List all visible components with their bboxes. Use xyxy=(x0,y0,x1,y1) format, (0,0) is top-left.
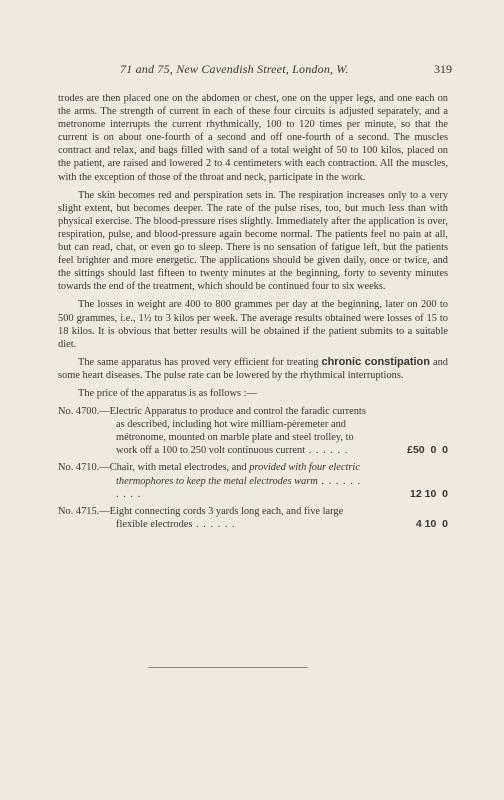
item-price: £50 0 0 xyxy=(407,444,448,457)
item-text: —Chair, with metal electrodes, and xyxy=(99,462,247,474)
paragraph-1: trodes are then placed one on the abdomen or chest, one on the upper legs, and one each on the arms. The strength of current in each of these four circuits is adjusted separately, and a metronome interrupts the current rhythmically, 100 to 120 times per minute, so that the current is on about one-fourth of a second and off one-fourth of a second. The muscles contract and relax, and bags filled with sand of a total weight of 50 to 100 kilos, placed on the patient, are raised and lowered 2 to 4 centimeters with each contraction. All the muscles, with the exception of those of the throat and neck, participate in the work. xyxy=(58,93,448,183)
item-description xyxy=(58,505,448,531)
paragraph-4 xyxy=(58,356,448,382)
item-number: No. 4700. xyxy=(58,406,100,418)
body-text xyxy=(58,92,448,535)
price-item xyxy=(58,461,448,500)
closing-rule xyxy=(148,667,308,668)
paragraph-2: The skin becomes red and perspiration sets in. The respiration increases only to a very slight extent, but becomes deeper. The rate of the pulse rises, too, but much less than with physical exercise. The blood-pressure rises slightly. Immediately after the application is over, respiration, pulse, and blood-pressure again become normal. The patients feel no pain at all, but can read, chat, or even go to sleep. There is no sensation of fatigue left, but the patients feel brighter and more energetic. The applications should be given daily, once or twice, and the sittings should last fifteen to twenty minutes at the beginning, forty to seventy minutes towards the end of the treatment, which should be continued four to six weeks. xyxy=(58,189,448,293)
price-item xyxy=(58,405,448,457)
paragraph-4-after: and some heart diseases. The pulse rate can be lowered by the rhythmical interruptions. xyxy=(58,356,448,381)
item-number: No. 4710. xyxy=(58,462,100,474)
item-text: —Eight connecting cords 3 yards long each, and five large flexible electrodes xyxy=(99,505,344,530)
leader-dots: . . . . . . xyxy=(192,518,236,530)
item-price: 4 10 0 xyxy=(415,517,448,530)
item-text-italic: provided with four electric thermophores to keep the metal electrodes warm xyxy=(116,462,360,487)
leader-dots: . . . . . . xyxy=(305,445,349,457)
leader-dots: . . . . . . . . . . xyxy=(116,475,361,500)
price-list xyxy=(58,405,448,531)
item-number: No. 4715. xyxy=(58,505,100,517)
item-text: —Electric Apparatus to produce and control the faradic currents as described, including hot wire milliam-pèremeter and métronome, mounted on marble plate and steel trolley, to work off a 100 to 250 volt continuous current xyxy=(99,406,366,457)
item-description xyxy=(58,461,448,500)
item-description xyxy=(58,405,448,457)
paragraph-4-bold: chronic constipation xyxy=(321,355,430,368)
paragraph-3: The losses in weight are 400 to 800 grammes per day at the beginning, later on 200 to 500 grammes, i.e., 1½ to 3 kilos per week. The average results obtained were losses of 15 to 18 kilos. It is obvious that better results will be obtained if the patient submits to a suitable diet. xyxy=(58,299,448,350)
price-item xyxy=(58,505,448,531)
header-address: 71 and 75, New Cavendish Street, London, W. xyxy=(120,62,349,76)
item-price: 12 10 0 xyxy=(410,487,448,500)
price-intro: The price of the apparatus is as follows :— xyxy=(78,387,257,399)
page-number: 319 xyxy=(434,62,452,76)
paragraph-4-before: The same apparatus has proved very efficient for treating xyxy=(78,356,319,368)
page-header xyxy=(60,62,452,78)
